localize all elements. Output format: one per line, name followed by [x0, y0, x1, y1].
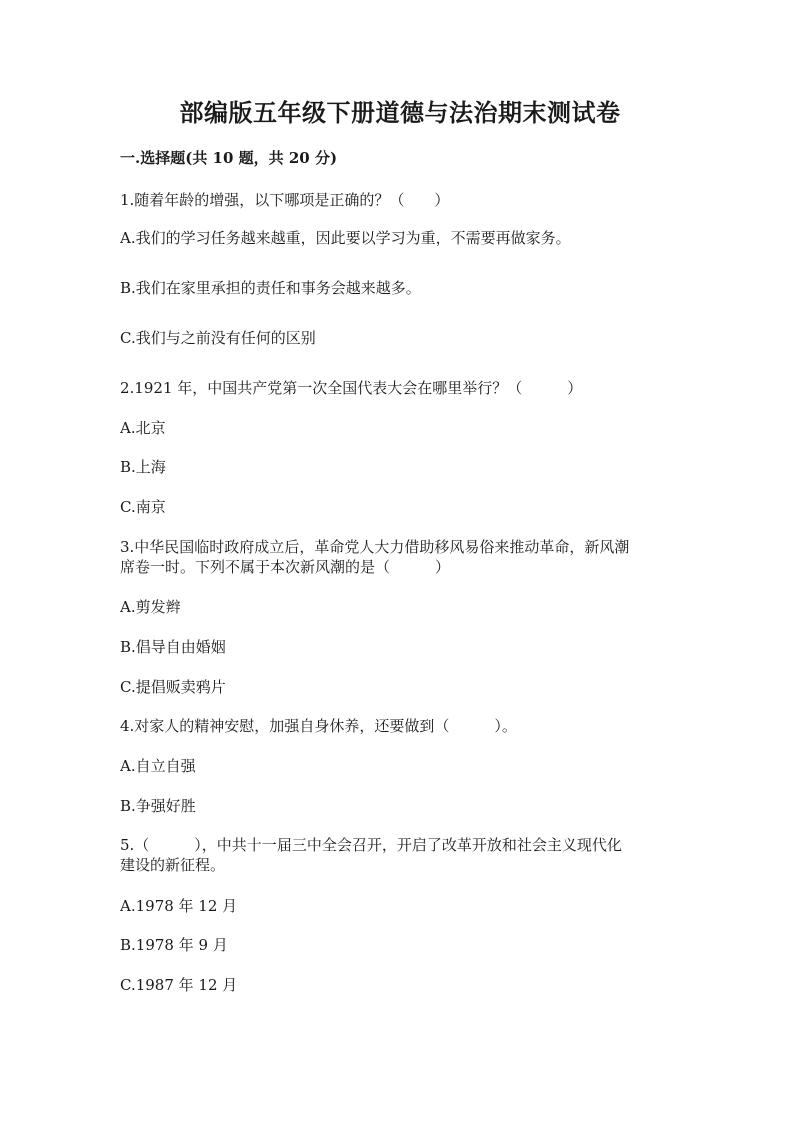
question-4-option-a: A.自立自强 [120, 757, 196, 775]
question-2-option-a: A.北京 [120, 419, 166, 437]
question-1-option-a: A.我们的学习任务越来越重，因此要以学习为重，不需要再做家务。 [120, 229, 571, 247]
question-5-text-line-2: 建设的新征程。 [120, 856, 226, 874]
question-1-option-b: B.我们在家里承担的责任和事务会越来越多。 [120, 279, 421, 297]
question-3-option-c: C.提倡贩卖鸦片 [120, 678, 226, 696]
question-5-text-line-1: 5.（ ），中共十一届三中全会召开，开启了改革开放和社会主义现代化 [120, 836, 622, 854]
question-5-option-a: A.1978 年 12 月 [120, 897, 238, 915]
question-5-option-c: C.1987 年 12 月 [120, 976, 238, 994]
question-2-option-b: B.上海 [120, 458, 166, 476]
question-4-option-b: B.争强好胜 [120, 797, 196, 815]
question-1-option-c: C.我们与之前没有任何的区别 [120, 329, 316, 347]
exam-title: 部编版五年级下册道德与法治期末测试卷 [179, 98, 621, 127]
question-3-text-line-2: 席卷一时。下列不属于本次新风潮的是（ ） [120, 558, 451, 576]
question-5-option-b: B.1978 年 9 月 [120, 936, 228, 954]
question-4-text: 4.对家人的精神安慰，加强自身休养，还要做到（ ）。 [120, 717, 517, 735]
question-2-option-c: C.南京 [120, 498, 166, 516]
question-3-option-b: B.倡导自由婚姻 [120, 638, 226, 656]
question-1-text: 1.随着年龄的增强，以下哪项是正确的？（ ） [120, 191, 450, 209]
section-header-multiple-choice: 一.选择题(共 10 题，共 20 分) [120, 149, 338, 167]
question-2-text: 2.1921 年，中国共产党第一次全国代表大会在哪里举行？（ ） [120, 379, 583, 397]
question-3-option-a: A.剪发辫 [120, 598, 181, 616]
question-3-text-line-1: 3.中华民国临时政府成立后，革命党人大力借助移风易俗来推动革命，新风潮 [120, 538, 630, 556]
